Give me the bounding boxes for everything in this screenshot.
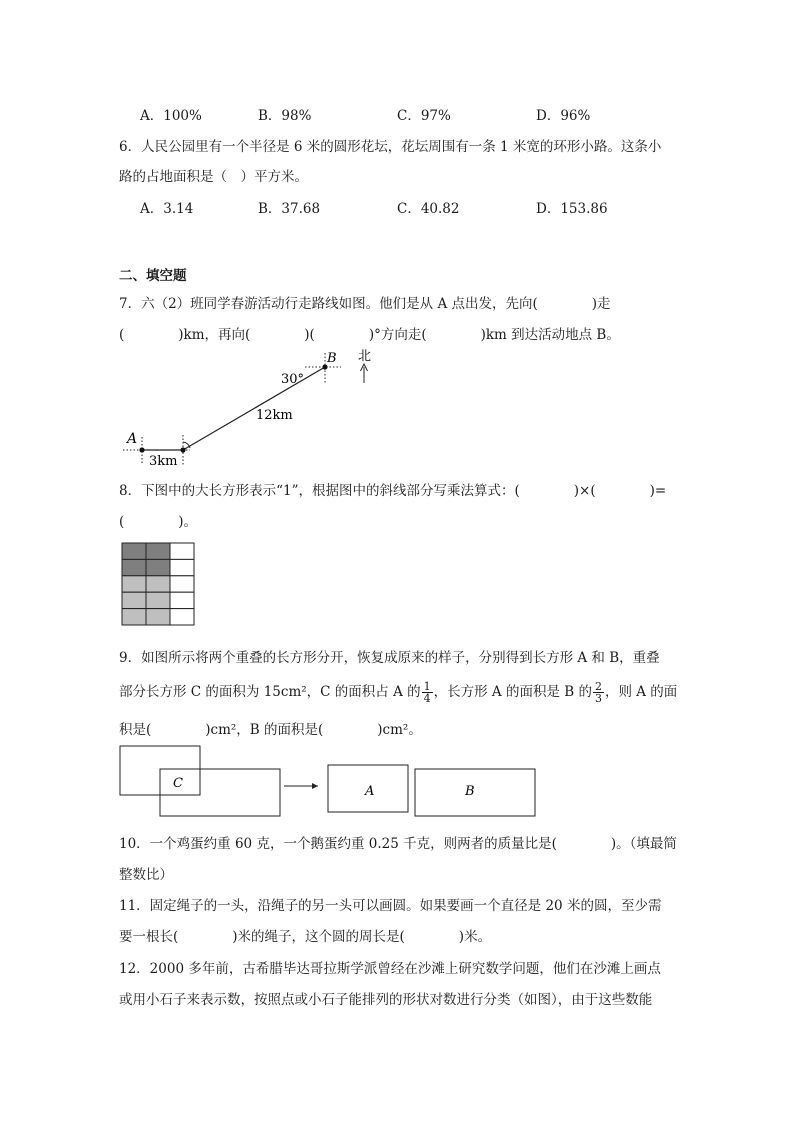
grid-cell [122, 576, 146, 592]
q7-text-line1: 7．六（2）班同学春游活动行走路线如图。他们是从 A 点出发，先向( )走 [119, 296, 611, 312]
q9-line2-part3: ，则 A 的面 [604, 684, 678, 700]
q5-option-d: D．96% [536, 108, 591, 124]
q10-text-line2: 整数比） [119, 867, 173, 883]
q11-text-line1: 11．固定绳子的一头，沿绳子的另一头可以画圆。如果要画一个直径是 20 米的圆，至少需 [119, 898, 662, 914]
q12-text-line2: 或用小石子来表示数，按照点或小石子能排列的形状对数进行分类（如图），由于这些数能 [119, 992, 653, 1008]
grid-cell [146, 592, 170, 608]
q12-text-line1: 12．2000 多年前，古希腊毕达哥拉斯学派曾经在沙滩上研究数学问题，他们在沙滩上画点 [119, 961, 661, 977]
label-rect-b: B [465, 784, 475, 799]
label-dist2: 12km [256, 408, 293, 423]
q9-fraction-1-den: 4 [423, 692, 431, 705]
grid-cell [122, 592, 146, 608]
q6-option-a: A．3.14 [140, 201, 194, 217]
grid-cell [170, 592, 194, 608]
grid-cell [122, 543, 146, 559]
q6-option-b: B．37.68 [258, 201, 321, 217]
label-c: C [173, 776, 183, 791]
q9-rectangles-diagram [118, 744, 540, 822]
q9-fraction-2-den: 3 [594, 692, 602, 705]
q9-line2-part2: ，长方形 A 的面积是 B 的 [433, 684, 592, 700]
label-angle: 30° [281, 372, 305, 387]
q5-option-b: B．98% [258, 108, 312, 124]
grid-cell [170, 609, 194, 625]
label-north: 北 [358, 349, 372, 364]
q8-text-line2: ( )。 [119, 514, 198, 530]
q7-text-line2: ( )km，再向( )( )°方向走( )km 到达活动地点 B。 [119, 327, 620, 343]
grid-cell [146, 559, 170, 575]
point-turn [180, 447, 185, 452]
label-a: A [127, 431, 138, 447]
q9-text-line2 [119, 680, 677, 704]
q6-text-line2: 路的占地面积是（ ）平方米。 [119, 169, 308, 185]
grid-cell [170, 559, 194, 575]
q11-text-line2: 要一根长( )米的绳子，这个圆的周长是( )米。 [119, 929, 492, 945]
q9-text-line3: 积是( )cm²，B 的面积是( )cm²。 [119, 722, 422, 738]
q6-text-line1: 6．人民公园里有一个半径是 6 米的圆形花坛，花坛周围有一条 1 米宽的环形小路。这条小 [119, 139, 662, 155]
grid-cell [122, 559, 146, 575]
q9-fraction-2 [593, 681, 604, 704]
label-b: B [327, 351, 337, 366]
q6-option-c: C．40.82 [397, 201, 460, 217]
label-dist1: 3km [149, 454, 178, 469]
q5-option-a: A．100% [140, 108, 202, 124]
grid-cell [170, 576, 194, 592]
q10-text-line1: 10．一个鸡蛋约重 60 克，一个鹅蛋约重 0.25 千克，则两者的质量比是( )。（填最简 [119, 836, 677, 852]
grid-cell [146, 609, 170, 625]
q9-fraction-1 [422, 681, 433, 704]
q9-fraction-2-num: 2 [594, 680, 602, 693]
grid-cell [170, 543, 194, 559]
q8-text-line1: 8．下图中的大长方形表示“1”，根据图中的斜线部分写乘法算式：( )×( )= [119, 483, 667, 499]
q9-line2-part1: 部分长方形 C 的面积为 15cm²，C 的面积占 A 的 [119, 684, 421, 700]
section-title: 二、填空题 [119, 268, 187, 284]
grid-cell [146, 576, 170, 592]
q8-grid-diagram [121, 542, 195, 626]
point-a [139, 447, 144, 452]
q9-text-line1: 9．如图所示将两个重叠的长方形分开，恢复成原来的样子，分别得到长方形 A 和 B，重叠 [119, 650, 660, 666]
label-rect-a: A [365, 784, 375, 799]
q6-option-d: D．153.86 [536, 201, 608, 217]
q9-fraction-1-num: 1 [423, 680, 431, 693]
rect-b [415, 769, 535, 816]
grid-cell [146, 543, 170, 559]
arrow-right-icon [312, 783, 318, 789]
grid-cell [122, 609, 146, 625]
q5-option-c: C．97% [397, 108, 451, 124]
q7-route-diagram [115, 345, 390, 470]
